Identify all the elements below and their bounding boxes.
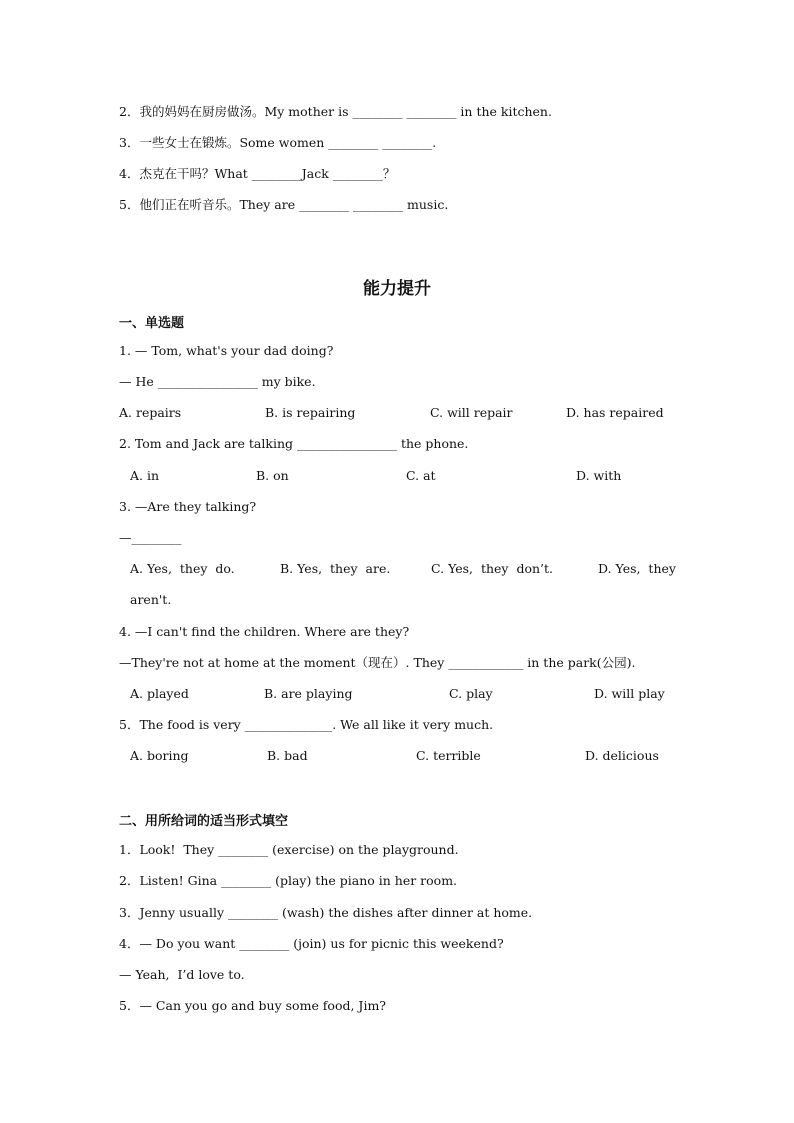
fill-item-4-reply: — Yeah, I’d love to. (119, 967, 245, 982)
section-heading-fill-in: 二、用所给词的适当形式填空 (119, 814, 289, 829)
fill-item-3: 3．Jenny usually ________ (wash) the dishes after dinner at home. (119, 905, 533, 920)
question-4-line2: —They're not at home at the moment（现在）. They ____________ in the park(公园). (119, 655, 636, 670)
question-3-option-b: B. Yes, they are. (280, 561, 391, 576)
question-2-option-a: A. in (130, 468, 160, 483)
fill-item-1: 1．Look! They ________ (exercise) on the playground. (119, 842, 459, 857)
question-1-option-d: D. has repaired (566, 405, 664, 420)
warmup-item-2: 2．我的妈妈在厨房做汤。My mother is ________ ________ in the kitchen. (119, 104, 552, 119)
fill-item-4: 4．— Do you want ________ (join) us for picnic this weekend? (119, 936, 504, 951)
warmup-item-5: 5．他们正在听音乐。They are ________ ________ music. (119, 197, 449, 212)
question-4-option-b: B. are playing (264, 686, 353, 701)
question-1-option-a: A. repairs (119, 405, 182, 420)
question-3-line2: —________ (119, 530, 182, 545)
question-5-option-b: B. bad (267, 748, 308, 763)
question-3-option-d-wrap: aren't. (130, 592, 172, 607)
question-5-option-d: D. delicious (585, 748, 659, 763)
page-title: 能力提升 (363, 279, 431, 299)
question-5-option-a: A. boring (130, 748, 189, 763)
question-3-stem: 3. —Are they talking? (119, 499, 257, 514)
question-1-stem: 1. — Tom, what's your dad doing? (119, 343, 334, 358)
fill-item-5: 5．— Can you go and buy some food, Jim? (119, 998, 386, 1013)
question-1-line2: — He ________________ my bike. (119, 374, 316, 389)
question-3-option-a: A. Yes, they do. (130, 561, 235, 576)
question-5-stem: 5．The food is very ______________. We all like it very much. (119, 717, 494, 732)
question-3-option-d: D. Yes, they (598, 561, 676, 576)
question-2-option-b: B. on (256, 468, 289, 483)
question-3-option-c: C. Yes, they don’t. (431, 561, 553, 576)
question-4-option-d: D. will play (594, 686, 665, 701)
question-4-stem: 4. —I can't find the children. Where are they? (119, 624, 410, 639)
question-5-option-c: C. terrible (416, 748, 481, 763)
question-2-option-d: D. with (576, 468, 622, 483)
warmup-item-3: 3．一些女士在锻炼。Some women ________ ________. (119, 135, 437, 150)
fill-item-2: 2．Listen! Gina ________ (play) the piano in her room. (119, 873, 458, 888)
question-4-option-a: A. played (130, 686, 189, 701)
question-2-option-c: C. at (406, 468, 436, 483)
question-1-option-c: C. will repair (430, 405, 513, 420)
question-4-option-c: C. play (449, 686, 493, 701)
section-heading-single-choice: 一、单选题 (119, 316, 185, 331)
question-1-option-b: B. is repairing (265, 405, 356, 420)
warmup-item-4: 4．杰克在干吗？What ________Jack ________？ (119, 166, 396, 181)
question-2-stem: 2. Tom and Jack are talking ________________ the phone. (119, 436, 469, 451)
